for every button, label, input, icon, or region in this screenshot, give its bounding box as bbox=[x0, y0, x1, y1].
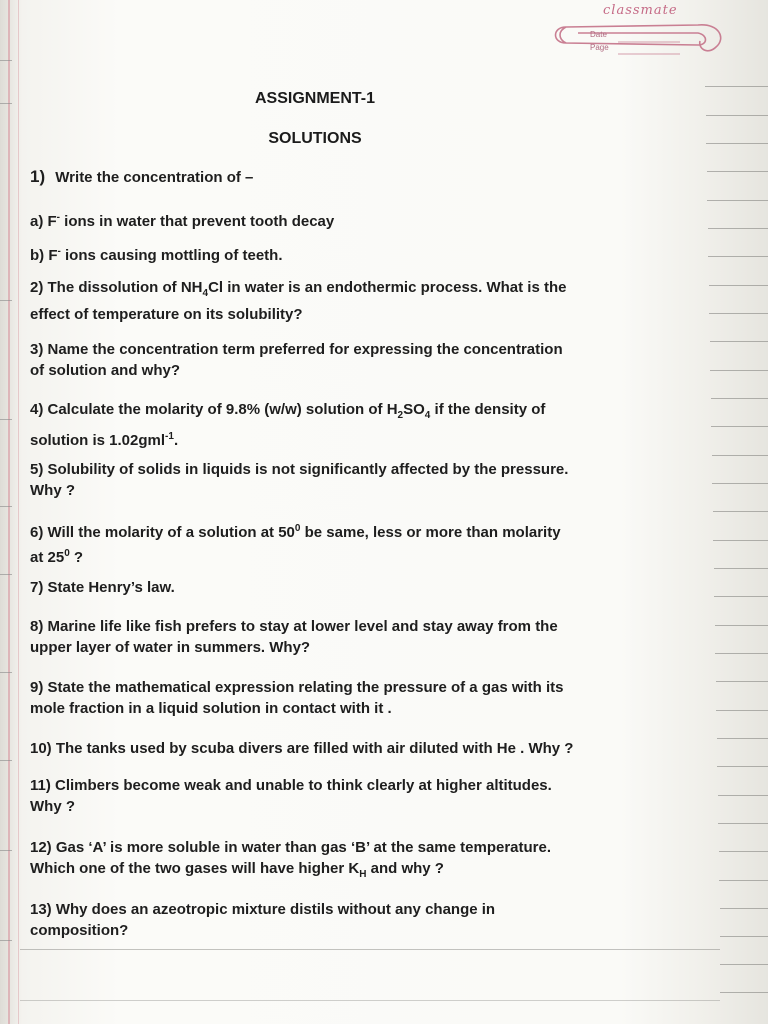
ruled-line bbox=[720, 992, 768, 993]
ruled-line bbox=[712, 483, 768, 484]
ruled-line bbox=[713, 511, 768, 512]
ruled-line bbox=[708, 256, 768, 257]
ruled-line-stub bbox=[0, 300, 12, 301]
question-text: Which one of the two gases will have higher K bbox=[30, 860, 360, 877]
question-text: and why ? bbox=[366, 860, 444, 877]
superscript: - bbox=[56, 212, 61, 223]
ruled-line bbox=[706, 115, 768, 116]
subscript: 2 bbox=[397, 410, 404, 421]
topic-title: SOLUTIONS bbox=[268, 130, 362, 147]
question-1 bbox=[30, 166, 670, 188]
question-text: 3) Name the concentration term preferred for expressing the concentration bbox=[30, 341, 563, 358]
ruled-line bbox=[709, 313, 768, 314]
ruled-line bbox=[720, 936, 768, 937]
ruled-line bbox=[711, 426, 768, 427]
ruled-line bbox=[707, 200, 768, 201]
superscript: 0 bbox=[64, 548, 70, 559]
ruled-line-stub bbox=[0, 506, 12, 507]
ruled-line-stub bbox=[0, 419, 12, 420]
question-text: effect of temperature on its solubility? bbox=[30, 306, 303, 323]
question-text: . bbox=[173, 432, 179, 449]
question-text: upper layer of water in summers. Why? bbox=[30, 639, 311, 656]
question-11 bbox=[30, 775, 670, 817]
question-number: 1) bbox=[30, 167, 46, 186]
question-text: if the density of bbox=[430, 401, 546, 418]
question-text: solution is 1.02gml bbox=[30, 432, 166, 449]
ruled-line bbox=[706, 143, 768, 144]
ruled-line bbox=[719, 851, 768, 852]
page-margin-line bbox=[8, 0, 10, 1024]
subscript: 4 bbox=[424, 410, 431, 421]
sheet-bottom-edge bbox=[20, 949, 720, 950]
question-text: ions causing mottling of teeth. bbox=[60, 247, 283, 264]
ruled-line bbox=[718, 795, 768, 796]
question-2 bbox=[30, 277, 670, 325]
question-text: a) F bbox=[30, 213, 57, 230]
ruled-line bbox=[720, 908, 768, 909]
ruled-line bbox=[709, 285, 768, 286]
date-label: Date bbox=[590, 30, 607, 39]
question-text: 4) Calculate the molarity of 9.8% (w/w) solution of H bbox=[30, 401, 398, 418]
ruled-line bbox=[715, 653, 768, 654]
question-13 bbox=[30, 899, 670, 941]
page-margin-line-inner bbox=[18, 0, 19, 1024]
ruled-line-stub bbox=[0, 60, 12, 61]
question-text: SO bbox=[403, 401, 425, 418]
question-text: Cl in water is an endothermic process. What is the bbox=[208, 279, 567, 296]
question-text: Why ? bbox=[30, 798, 75, 815]
subscript: H bbox=[359, 869, 367, 880]
page-label: Page bbox=[590, 43, 609, 52]
question-text: at 25 bbox=[30, 549, 65, 566]
classmate-logo-text: classmate bbox=[603, 3, 678, 18]
question-text: 12) Gas ‘A’ is more soluble in water than gas ‘B’ at the same temperature. bbox=[30, 839, 552, 856]
ruled-line-stub bbox=[0, 940, 12, 941]
question-3 bbox=[30, 339, 670, 381]
question-text: Write the concentration of – bbox=[55, 169, 254, 186]
ruled-line-stub bbox=[0, 672, 12, 673]
subscript: 4 bbox=[202, 288, 209, 299]
question-text: 6) Will the molarity of a solution at 50 bbox=[30, 524, 295, 541]
question-6 bbox=[30, 518, 670, 568]
classmate-date-page-badge bbox=[548, 5, 728, 67]
superscript: -1 bbox=[165, 431, 174, 442]
ruled-line bbox=[714, 568, 768, 569]
question-5 bbox=[30, 459, 670, 501]
ruled-line bbox=[716, 681, 768, 682]
question-text: 9) State the mathematical expression relating the pressure of a gas with its bbox=[30, 679, 564, 696]
question-1b bbox=[30, 241, 670, 266]
ruled-line bbox=[710, 341, 768, 342]
question-text: ions in water that prevent tooth decay bbox=[60, 213, 335, 230]
question-4 bbox=[30, 399, 670, 451]
question-text: 2) The dissolution of NH bbox=[30, 279, 203, 296]
question-12 bbox=[30, 837, 670, 885]
ruled-line bbox=[718, 823, 768, 824]
ruled-line bbox=[717, 766, 768, 767]
question-9 bbox=[30, 677, 670, 719]
ruled-line bbox=[717, 738, 768, 739]
ruled-line bbox=[714, 596, 768, 597]
question-text: 10) The tanks used by scuba divers are filled with air diluted with He . Why ? bbox=[30, 740, 574, 757]
superscript: - bbox=[57, 246, 61, 257]
question-text: 5) Solubility of solids in liquids is not significantly affected by the pressure. bbox=[30, 461, 569, 478]
question-text: be same, less or more than molarity bbox=[300, 524, 561, 541]
question-1a bbox=[30, 207, 670, 232]
ruled-line-stub bbox=[0, 103, 12, 104]
ruled-line bbox=[710, 370, 768, 371]
question-text: mole fraction in a liquid solution in contact with it . bbox=[30, 700, 392, 717]
question-10 bbox=[30, 738, 670, 759]
question-text: 13) Why does an azeotropic mixture distils without any change in bbox=[30, 901, 496, 918]
question-text: b) F bbox=[30, 247, 58, 264]
ruled-line bbox=[20, 1000, 720, 1001]
question-text: of solution and why? bbox=[30, 362, 180, 379]
ruled-line bbox=[715, 625, 768, 626]
ruled-line bbox=[711, 398, 768, 399]
question-text: 7) State Henry’s law. bbox=[30, 579, 175, 596]
question-text: composition? bbox=[30, 922, 129, 939]
superscript: 0 bbox=[294, 523, 301, 534]
ruled-line bbox=[712, 455, 768, 456]
question-text: Why ? bbox=[30, 482, 75, 499]
ruled-line-stub bbox=[0, 760, 12, 761]
ruled-line bbox=[716, 710, 768, 711]
assignment-title: ASSIGNMENT-1 bbox=[254, 90, 375, 107]
ruled-line bbox=[719, 880, 768, 881]
question-text: 11) Climbers become weak and unable to think clearly at higher altitudes. bbox=[30, 777, 552, 794]
question-7 bbox=[30, 577, 670, 598]
ruled-line bbox=[707, 171, 768, 172]
ruled-line bbox=[720, 964, 768, 965]
ruled-line bbox=[708, 228, 768, 229]
question-text: 8) Marine life like fish prefers to stay at lower level and stay away from the bbox=[30, 618, 558, 635]
ruled-line bbox=[713, 540, 768, 541]
ruled-line bbox=[705, 86, 768, 87]
question-8 bbox=[30, 616, 670, 658]
question-text: ? bbox=[69, 549, 84, 566]
ruled-line-stub bbox=[0, 850, 12, 851]
ruled-line-stub bbox=[0, 574, 12, 575]
